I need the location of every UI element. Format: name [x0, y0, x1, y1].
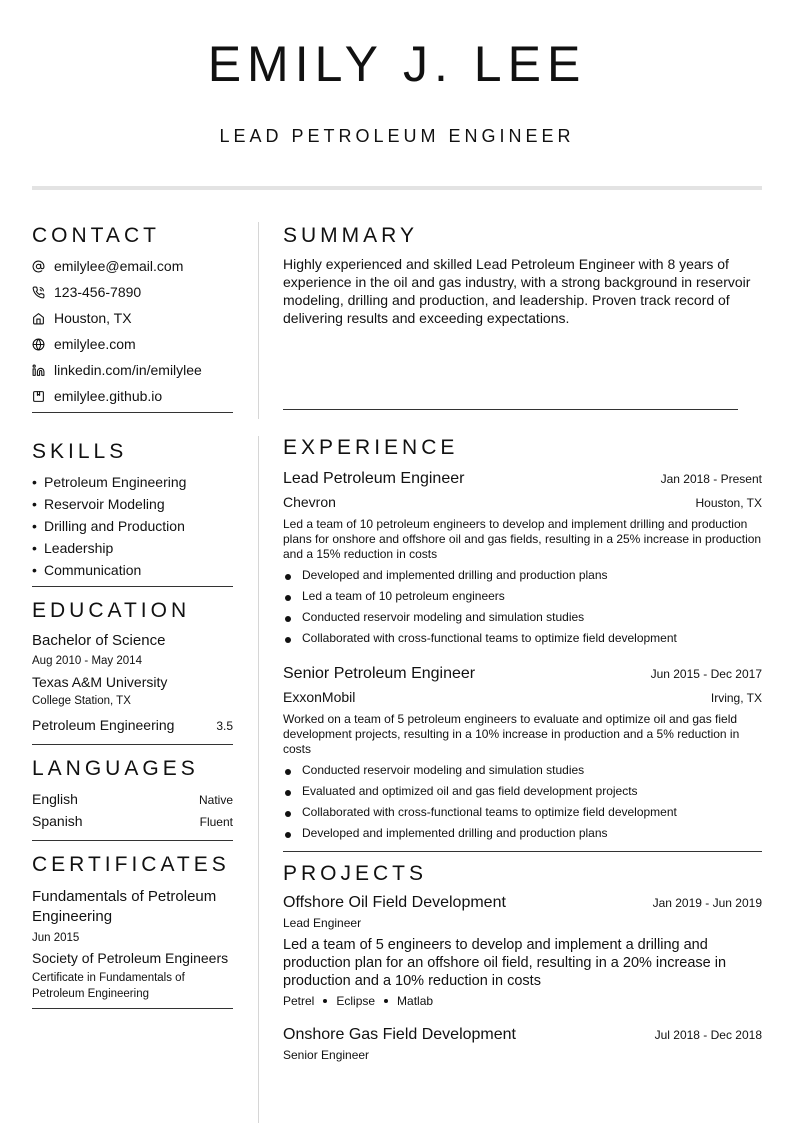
summary-heading: SUMMARY: [283, 224, 418, 247]
column-divider-top: [258, 222, 259, 419]
education-heading: EDUCATION: [32, 599, 191, 622]
skill-item: • Leadership: [32, 540, 114, 556]
project-header: [283, 892, 762, 914]
job-company-row: [283, 492, 762, 513]
contact-phone[interactable]: [32, 279, 233, 305]
certificates-section: [32, 851, 233, 1009]
language-level: Native: [198, 793, 233, 807]
contact-website[interactable]: [32, 331, 233, 357]
job-header: [283, 468, 762, 490]
home-icon: [32, 312, 45, 325]
language-level: Fluent: [199, 815, 233, 829]
projects-section: [283, 860, 762, 1063]
education-field: Petroleum Engineering: [32, 717, 175, 733]
job-description: Led a team of 10 petroleum engineers to develop and implement drilling and production plans for onshore and offshore oil and gas fields, resulting in a 25% increase in production and a 15% reduction in costs: [283, 517, 762, 561]
contact-github-text: emilylee.github.io: [54, 388, 163, 404]
skill-label: Leadership: [44, 540, 114, 556]
summary-divider: [283, 409, 738, 410]
job-bullet: [283, 781, 762, 802]
languages-heading: LANGUAGES: [32, 757, 199, 780]
certificate-name: Fundamentals of Petroleum Engineering: [32, 888, 217, 925]
education-school: Texas A&M University: [32, 674, 168, 690]
skill-label: Communication: [44, 562, 142, 578]
job-bullet: [283, 628, 762, 649]
job-description: Worked on a team of 5 petroleum engineers to evaluate and optimize oil and gas field development projects, resulting in a 10% increase in production and a 5% reduction in costs: [283, 712, 740, 756]
job-title: LEAD PETROLEUM ENGINEER: [219, 126, 575, 146]
contact-linkedin[interactable]: [32, 357, 233, 383]
certificate-description: Certificate in Fundamentals of Petroleum Engineering: [32, 972, 185, 1000]
project-title: Onshore Gas Field Development: [283, 1026, 516, 1043]
job-company-row: [283, 687, 762, 708]
education-dates: Aug 2010 - May 2014: [32, 655, 142, 667]
job-bullet-text: Collaborated with cross-functional teams to optimize field development: [302, 631, 677, 645]
at-icon: [32, 260, 45, 273]
skill-label: Reservoir Modeling: [44, 496, 165, 512]
left-column: [32, 222, 233, 1009]
experience-heading: EXPERIENCE: [283, 436, 459, 459]
skills-divider: [32, 586, 233, 587]
summary-section: [283, 222, 762, 410]
project-dates: Jul 2018 - Dec 2018: [654, 1028, 762, 1042]
contact-email[interactable]: [32, 253, 233, 279]
project-role: Senior Engineer: [283, 1048, 370, 1062]
projects-heading: PROJECTS: [283, 862, 428, 885]
languages-list: [32, 788, 233, 832]
skills-list: [32, 471, 233, 581]
summary-text: Highly experienced and skilled Lead Petroleum Engineer with 8 years of experience in the oil and gas industry, with a strong background in reservoir modeling, drilling and production, and leadership. Proven track record of delivering results and exceeding expectations.: [283, 256, 751, 326]
job-location: Houston, TX: [695, 496, 762, 510]
education-field-row: [32, 715, 233, 736]
job-bullet: [283, 565, 762, 586]
job-bullet-text: Conducted reservoir modeling and simulation studies: [302, 610, 585, 624]
contact-github[interactable]: [32, 383, 233, 409]
job-bullet-text: Developed and implemented drilling and production plans: [302, 568, 608, 582]
education-section: [32, 597, 233, 745]
job-bullet: [283, 607, 762, 628]
job-entry: [283, 663, 762, 844]
project-tech-list: [283, 992, 762, 1010]
contact-location-text: Houston, TX: [54, 310, 132, 326]
job-bullet: [283, 802, 762, 823]
job-entry: [283, 468, 762, 649]
contact-list: [32, 253, 233, 409]
project-entry: [283, 1024, 762, 1063]
right-column: [283, 222, 762, 1063]
contact-website-text: emilylee.com: [54, 336, 136, 352]
skill-item: • Reservoir Modeling: [32, 496, 165, 512]
contact-email-text: emilylee@email.com: [54, 258, 184, 274]
project-title: Offshore Oil Field Development: [283, 894, 506, 911]
job-bullet-text: Conducted reservoir modeling and simulation studies: [302, 763, 585, 777]
contact-section: [32, 222, 233, 413]
certificate-issuer: Society of Petroleum Engineers: [32, 950, 229, 966]
languages-section: [32, 755, 233, 841]
bookmark-icon: [32, 390, 45, 403]
job-bullet-text: Collaborated with cross-functional teams to optimize field development: [302, 805, 677, 819]
job-bullet-text: Evaluated and optimized oil and gas field development projects: [302, 784, 638, 798]
job-title: Lead Petroleum Engineer: [283, 470, 465, 487]
skills-section: [32, 438, 233, 587]
column-divider-bottom: [258, 436, 259, 1123]
skill-label: Drilling and Production: [44, 518, 185, 534]
language-item: [32, 788, 233, 810]
job-title: Senior Petroleum Engineer: [283, 665, 476, 682]
project-header: [283, 1024, 762, 1046]
tech-tag: Eclipse: [336, 994, 376, 1008]
skill-label: Petroleum Engineering: [44, 474, 187, 490]
contact-linkedin-text: linkedin.com/in/emilylee: [54, 362, 202, 378]
project-dates: Jan 2019 - Jun 2019: [652, 896, 762, 910]
contact-phone-text: 123-456-7890: [54, 284, 142, 300]
language-name: English: [32, 791, 78, 807]
job-dates: Jun 2015 - Dec 2017: [650, 667, 762, 681]
job-location: Irving, TX: [710, 691, 762, 705]
job-bullet-text: Led a team of 10 petroleum engineers: [302, 589, 505, 603]
job-bullets: [283, 565, 762, 649]
experience-section: [283, 434, 762, 852]
job-bullets: [283, 760, 762, 844]
phone-icon: [32, 286, 45, 299]
education-gpa: 3.5: [216, 719, 233, 733]
project-description: Led a team of 5 engineers to develop and implement a drilling and production plan for an offshore oil field, resulting in a 20% increase in production and a 10% reduction in costs: [283, 937, 727, 989]
job-dates: Jan 2018 - Present: [660, 472, 762, 486]
skills-heading: SKILLS: [32, 440, 128, 463]
certificates-divider: [32, 1008, 233, 1009]
skill-item: • Communication: [32, 562, 142, 578]
job-bullet-text: Developed and implemented drilling and production plans: [302, 826, 608, 840]
education-degree: Bachelor of Science: [32, 632, 166, 649]
job-bullet: [283, 586, 762, 607]
skill-item: • Petroleum Engineering: [32, 474, 187, 490]
project-role: Lead Engineer: [283, 916, 362, 930]
education-divider: [32, 744, 233, 745]
header-divider: [32, 186, 762, 190]
globe-icon: [32, 338, 45, 351]
job-bullet: [283, 760, 762, 781]
language-item: [32, 810, 233, 832]
languages-divider: [32, 840, 233, 841]
job-header: [283, 663, 762, 685]
job-company: ExxonMobil: [283, 689, 356, 705]
skill-item: • Drilling and Production: [32, 518, 185, 534]
project-entry: [283, 892, 762, 1010]
experience-divider: [283, 851, 762, 852]
contact-heading: CONTACT: [32, 224, 160, 247]
job-bullet: [283, 823, 762, 844]
candidate-name: EMILY J. LEE: [207, 36, 587, 92]
linkedin-icon: [32, 364, 45, 377]
tech-tag: Petrel: [283, 994, 315, 1008]
contact-location: [32, 305, 233, 331]
education-location: College Station, TX: [32, 695, 131, 707]
contact-divider: [32, 412, 233, 413]
certificate-date: Jun 2015: [32, 932, 80, 944]
certificates-heading: CERTIFICATES: [32, 853, 230, 876]
job-company: Chevron: [283, 494, 336, 510]
language-name: Spanish: [32, 813, 83, 829]
tech-tag: Matlab: [397, 994, 434, 1008]
